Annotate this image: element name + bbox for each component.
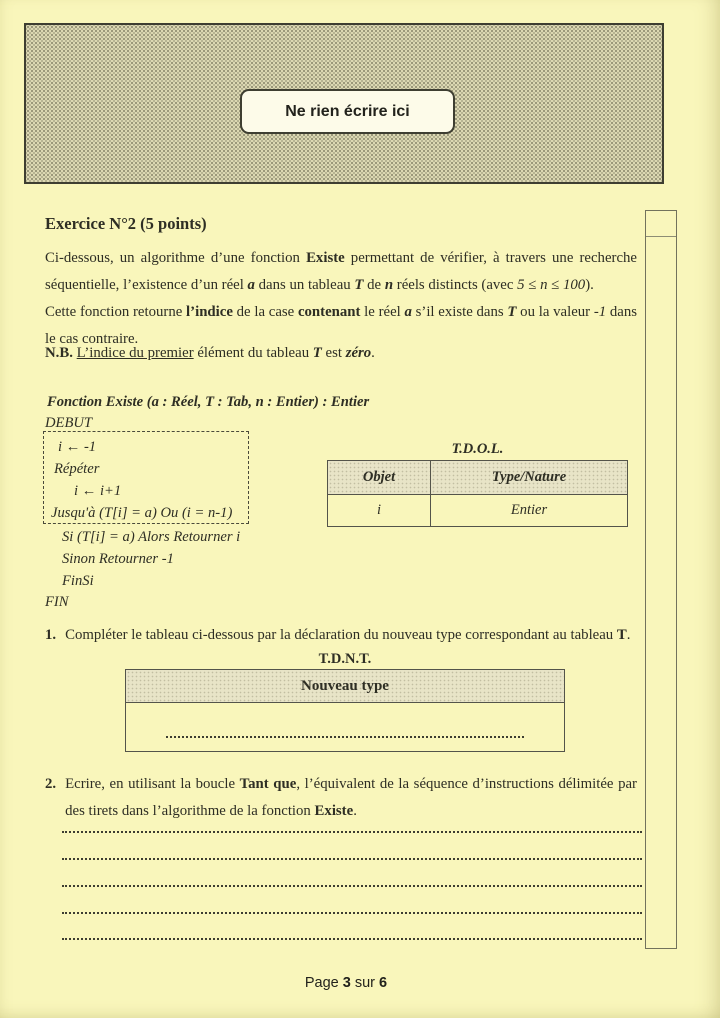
answer-line [62,912,642,914]
algorithm-line-sinon: Sinon Retourner -1 [62,551,174,567]
no-write-zone [24,23,664,184]
score-column-divider [646,236,676,237]
intro-paragraph-1: Ci-dessous, un algorithme d’une fonction Existe permettant de vérifier, à travers une recherche séquentielle, l’existence d’un réel a dans un tableau T de n réels distincts (avec 5 ≤ n ≤ 100). [45,250,637,293]
algorithm-line-si: Si (T[i] = a) Alors Retourner i [62,529,241,545]
tdol-section [327,441,628,527]
tdol-title: T.D.O.L. [451,441,504,457]
intro-paragraph-2: Cette fonction retourne l’indice de la case contenant le réel a s’il existe dans T ou la valeur -1 dans le cas contraire. [45,304,638,347]
question-1-number: 1. [45,627,57,643]
question-1-text: Compléter le tableau ci-dessous par la déclaration du nouveau type correspondant au tableau T. [65,627,631,643]
answer-blank [166,736,524,738]
table-row [126,703,565,752]
loop-dashed-box [43,431,249,524]
function-signature: Fonction Existe (a : Réel, T : Tab, n : Entier) : Entier [47,394,370,410]
exercise-title: Exercice N°2 (5 points) [45,214,207,233]
score-column [645,210,677,949]
algorithm-fin: FIN [45,594,69,610]
answer-line [62,938,642,940]
no-write-label: Ne rien écrire ici [240,89,455,134]
answer-line [62,885,642,887]
tdnt-answer-cell [126,703,565,752]
tdol-table [327,460,628,527]
algorithm-debut: DEBUT [45,415,93,431]
algorithm-line-repeter: Répéter [54,461,100,477]
tdol-cell-type: Entier [431,495,628,527]
question-2-text: Ecrire, en utilisant la boucle Tant que, l’équivalent de la séquence d’instructions délimitée par des tirets dans l’algorithme de la fonction Existe. [65,776,637,819]
tdol-cell-objet: i [328,495,431,527]
algorithm-line-finsi: FinSi [62,573,94,589]
nb-note: N.B. L’indice du premier élément du tableau T est zéro. [45,345,375,361]
algorithm-line-jusqua: Jusqu'à (T[i] = a) Ou (i = n-1) [51,505,233,521]
question-2 [45,771,637,825]
tdol-header-type: Type/Nature [431,461,628,495]
algorithm-line-init: i ← -1 [58,439,97,455]
tdol-header-objet: Objet [328,461,431,495]
answer-line [62,831,642,833]
tdnt-table [125,669,565,752]
question-2-number: 2. [45,776,57,792]
answer-line [62,858,642,860]
table-row [328,495,628,527]
question-1 [45,622,637,649]
tdnt-header: Nouveau type [126,670,565,703]
page-footer: Page 3 sur 6 [304,975,388,991]
algorithm-line-increment: i ← i+1 [74,483,122,499]
tdnt-title: T.D.N.T. [318,651,372,667]
